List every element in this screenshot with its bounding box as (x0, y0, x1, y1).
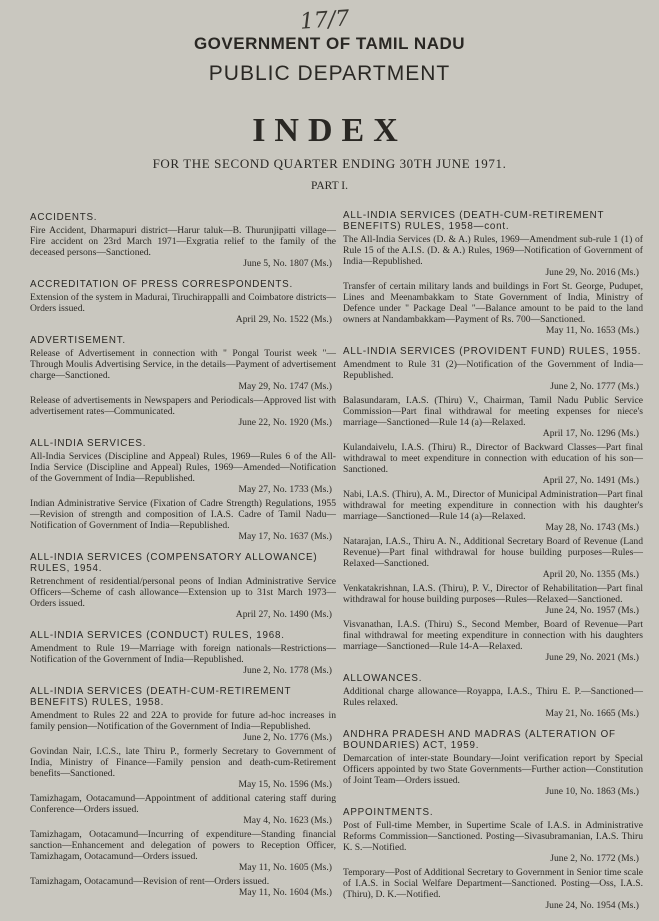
index-entry (30, 876, 336, 898)
section-title: ACCREDITATION OF PRESS CORRESPONDENTS. (30, 279, 294, 290)
entry-reference: June 2, No. 1772 (Ms.) (550, 853, 639, 864)
index-entry (30, 451, 336, 495)
left-column (30, 212, 336, 908)
entry-reference: April 17, No. 1296 (Ms.) (542, 428, 639, 439)
section-andhra-pradesh-madras (343, 729, 643, 797)
index-entry (30, 643, 336, 676)
entry-text: Amendment to Rules 22 and 22A to provide for future ad-hoc increases in family pension—Notification of the Government of India—Republished. (30, 710, 336, 732)
section-title: ALLOWANCES. (343, 673, 423, 684)
entry-reference: June 2, No. 1777 (Ms.) (550, 381, 639, 392)
entry-text: Tamizhagam, Ootacamund—Revision of rent—Orders issued. (30, 876, 270, 887)
section-death-cum-retirement (30, 686, 336, 898)
index-entry (343, 583, 643, 616)
entry-text: Fire Accident, Dharmapuri district—Harur taluk—B. Thurunjipatti village—Fire accident on 23rd March 1971—Exgratia relief to the family of the deceased persons—Sanctioned. (30, 225, 336, 258)
entry-text: Visvanathan, I.A.S. (Thiru) S., Second Member, Board of Revenue—Part final withdrawal for meeting expenditure in connection with his daughters marriage—Sanctioned—Rule 14-A—Relaxed. (343, 619, 643, 652)
entry-text: Post of Full-time Member, in Supertime Scale of I.A.S. in Administrative Reforms Commission—Sanctioned. Posting—Sivasubramanian, I.A.S. Thiru K. S.—Notified. (343, 820, 643, 853)
section-appointments (343, 807, 643, 911)
index-entry (343, 442, 643, 486)
entry-text: Amendment to Rule 19—Marriage with foreign nationals—Restrictions—Notification of the Government of India—Republished. (30, 643, 336, 665)
entry-text: Additional charge allowance—Royappa, I.A.S., Thiru E. P.—Sanctioned—Rules relaxed. (343, 686, 643, 708)
entry-reference: June 24, No. 1954 (Ms.) (545, 900, 639, 911)
entry-text: Release of advertisements in Newspapers and Periodicals—Approved list with advertisement rates—Communicated. (30, 395, 336, 417)
entry-reference: June 2, No. 1776 (Ms.) (243, 732, 332, 743)
section-all-india-services (30, 438, 336, 542)
entry-reference: May 11, No. 1604 (Ms.) (238, 887, 332, 898)
section-title: ALL-INDIA SERVICES (COMPENSATORY ALLOWANCE) RULES, 1954. (30, 552, 318, 574)
index-entry (343, 281, 643, 336)
section-allowances (343, 673, 643, 719)
part-label: PART I. (310, 180, 349, 192)
index-entry (343, 395, 643, 439)
index-entry (30, 292, 336, 325)
index-entry (30, 395, 336, 428)
entry-text: Release of Advertisement in connection with " Pongal Tourist week "—Through Moulis Advertising Service, in the details—Payment of advertisement charge—Sanctioned. (30, 348, 336, 381)
index-entry (343, 867, 643, 911)
entry-reference: June 29, No. 2016 (Ms.) (545, 267, 639, 278)
entry-reference: April 27, No. 1490 (Ms.) (235, 609, 332, 620)
index-entry (343, 619, 643, 663)
index-entry (343, 536, 643, 580)
section-accreditation (30, 279, 336, 325)
index-entry (30, 576, 336, 620)
section-conduct-rules (30, 630, 336, 676)
entry-reference: May 11, No. 1653 (Ms.) (545, 325, 639, 336)
quarter-subtitle: FOR THE SECOND QUARTER ENDING 30TH JUNE 1971. (152, 156, 507, 171)
entry-reference: June 5, No. 1807 (Ms.) (243, 258, 332, 269)
entry-text: Kulandaivelu, I.A.S. (Thiru) R., Director of Backward Classes—Part final withdrawal to meet expenditure in connection with education of his son—Sanctioned. (343, 442, 643, 475)
index-entry (30, 829, 336, 873)
entry-reference: April 27, No. 1491 (Ms.) (542, 475, 639, 486)
entry-text: Temporary—Post of Additional Secretary to Government in Senior time scale of I.A.S. in Social Welfare Department—Sanctioned. Posting—Oss, I.A.S. (Thiru), D. K.—Notified. (343, 867, 643, 900)
section-provident-fund (343, 346, 643, 663)
entry-reference: June 22, No. 1920 (Ms.) (238, 417, 332, 428)
index-entry (343, 686, 643, 719)
index-entry (30, 498, 336, 542)
index-entry (30, 746, 336, 790)
entry-text: Amendment to Rule 31 (2)—Notification of the Government of India—Republished. (343, 359, 643, 381)
section-title: ANDHRA PRADESH AND MADRAS (ALTERATION OF BOUNDARIES) ACT, 1959. (343, 729, 616, 751)
section-title: ALL-INDIA SERVICES (DEATH-CUM-RETIREMENT BENEFITS) RULES, 1958. (30, 686, 292, 708)
entry-text: Extension of the system in Madurai, Tiruchirappalli and Coimbatore districts—Orders issued. (30, 292, 336, 314)
index-entry (343, 359, 643, 392)
government-heading: GOVERNMENT OF TAMIL NADU (193, 34, 466, 53)
section-title: ALL-INDIA SERVICES (DEATH-CUM-RETIREMENT BENEFITS) RULES, 1958—cont. (343, 210, 605, 232)
entry-reference: May 27, No. 1733 (Ms.) (238, 484, 332, 495)
entry-text: Indian Administrative Service (Fixation of Cadre Strength) Regulations, 1955—Revision of strength and composition of I.A.S. Cadre of Tamil Nadu—Notification of Government of India—Republished. (30, 498, 336, 531)
section-advertisement (30, 335, 336, 428)
index-entry (30, 348, 336, 392)
entry-text: The All-India Services (D. & A.) Rules, 1969—Amendment sub-rule 1 (1) of Rule 15 of the A.I.S. (D. & A.) Rules, 1969—Notification of Government of India—Republished. (343, 234, 643, 267)
entry-reference: June 24, No. 1957 (Ms.) (545, 605, 639, 616)
entry-reference: May 11, No. 1605 (Ms.) (238, 862, 332, 873)
entry-reference: May 29, No. 1747 (Ms.) (238, 381, 332, 392)
section-title: ALL-INDIA SERVICES. (30, 438, 147, 449)
index-entry (30, 710, 336, 743)
entry-text: Retrenchment of residential/personal peons of Indian Administrative Service Officers—Scheme of cash allowance—Extension up to 31st March 1973—Orders issued. (30, 576, 336, 609)
entry-text: Nabi, I.A.S. (Thiru), A. M., Director of Municipal Administration—Part final withdrawal for meeting expenditure in connection with his daughter's marriage—Sanctioned—Rule 14 (a)—Relaxed. (343, 489, 643, 522)
section-title: ALL-INDIA SERVICES (CONDUCT) RULES, 1968. (30, 630, 285, 641)
entry-reference: June 29, No. 2021 (Ms.) (545, 652, 639, 663)
index-entry (30, 225, 336, 269)
entry-text: Natarajan, I.A.S., Thiru A. N., Additional Secretary Board of Revenue (Land Revenue)—Part final withdrawal for house building purposes—Rules—Relaxed—Sanctioned. (343, 536, 643, 569)
entry-reference: April 29, No. 1522 (Ms.) (235, 314, 332, 325)
entry-text: Transfer of certain military lands and buildings in Fort St. George, Pudupet, Lines and Meenambakkam to State Government of India, Ministry of Defence under " Package Deal "—Balance amount to be paid to the land owners at Nandambakkam—Payment of Rs. 700—Sanctioned. (343, 281, 643, 325)
index-entry (343, 489, 643, 533)
entry-text: Balasundaram, I.A.S. (Thiru) V., Chairman, Tamil Nadu Public Service Commission—Part final withdrawal for meeting expenses for niece's marriage—Sanctioned—Rule 14 (a)—Relaxed. (343, 395, 643, 428)
department-heading: PUBLIC DEPARTMENT (208, 62, 451, 85)
section-accidents (30, 212, 336, 269)
handwritten-page-number: 17/7 (299, 6, 351, 35)
section-title: ALL-INDIA SERVICES (PROVIDENT FUND) RULES, 1955. (343, 346, 642, 357)
index-entry (343, 820, 643, 864)
entry-reference: April 20, No. 1355 (Ms.) (542, 569, 639, 580)
entry-text: All-India Services (Discipline and Appeal) Rules, 1969—Rules 6 of the All-India Service (Discipline and Appeal) Rules, 1969—Amended—Notification of the Government of India—Republished. (30, 451, 336, 484)
entry-reference: June 10, No. 1863 (Ms.) (545, 786, 639, 797)
entry-reference: June 2, No. 1778 (Ms.) (243, 665, 332, 676)
section-compensatory-allowance (30, 552, 336, 620)
index-entry (343, 753, 643, 797)
entry-text: Govindan Nair, I.C.S., late Thiru P., formerly Secretary to Government of India, Ministry of Finance—Family pension and death-cum-Retirement benefits—Sanctioned. (30, 746, 336, 779)
section-title: ADVERTISEMENT. (30, 335, 126, 346)
entry-text: Tamizhagam, Ootacamund—Incurring of expenditure—Standing financial sanction—Enhancement and delegation of powers to Reception Officer, Tamizhagam, Ootacamund—Orders issued. (30, 829, 336, 862)
entry-text: Tamizhagam, Ootacamund—Appointment of additional catering staff during Conference—Orders issued. (30, 793, 336, 815)
right-column (343, 210, 643, 921)
page-title: INDEX (252, 112, 407, 149)
entry-reference: May 17, No. 1637 (Ms.) (238, 531, 332, 542)
section-title: ACCIDENTS. (30, 212, 98, 223)
entry-text: Venkatakrishnan, I.A.S. (Thiru), P. V., Director of Rehabilitation—Part final withdrawal for house building purposes—Rules—Relaxed—Sanctioned. (343, 583, 643, 605)
index-entry (343, 234, 643, 278)
section-death-cum-retirement-cont (343, 210, 643, 336)
index-entry (30, 793, 336, 826)
entry-reference: May 28, No. 1743 (Ms.) (545, 522, 639, 533)
entry-reference: May 4, No. 1623 (Ms.) (243, 815, 332, 826)
entry-reference: May 21, No. 1665 (Ms.) (545, 708, 639, 719)
entry-reference: May 15, No. 1596 (Ms.) (238, 779, 332, 790)
section-title: APPOINTMENTS. (343, 807, 434, 818)
entry-text: Demarcation of inter-state Boundary—Joint verification report by Special Officers appointed by two State Governments—Further action—Constitution of Joint Team—Orders issued. (343, 753, 643, 786)
